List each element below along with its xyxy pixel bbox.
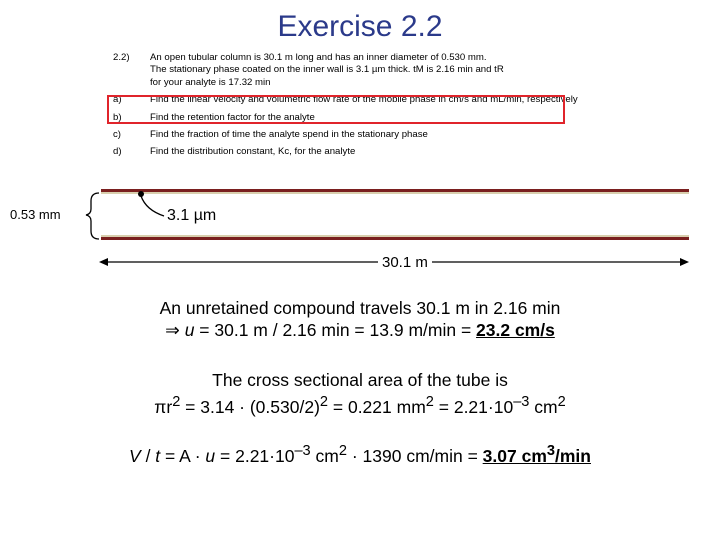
diameter-brace: [86, 193, 99, 239]
velocity-line-2: [0, 319, 720, 341]
velocity-calc: = 30.1 m / 2.16 min = 13.9 m/min =: [194, 320, 477, 340]
velocity-answer: 23.2 cm/s: [476, 320, 555, 340]
velocity-var: u: [184, 320, 195, 340]
flow-var-v: V: [129, 445, 141, 466]
intro-line-2: The stationary phase coated on the inner wall is 3.1 µm thick. tM is 2.16 min and tR: [150, 64, 504, 76]
area-solution: [0, 369, 720, 418]
flow-part-4: · 1390 cm/min =: [346, 445, 483, 466]
velocity-solution: [0, 297, 720, 341]
flow-answer: [482, 443, 591, 466]
part-d-text: Find the distribution constant, Kc, for the analyte: [150, 146, 356, 158]
problem-number: 2.2): [113, 52, 130, 63]
length-label: 30.1 m: [378, 254, 432, 271]
intro-line-1: An open tubular column is 30.1 m long and has an inner diameter of 0.530 mm.: [150, 52, 487, 63]
length-arrow-right-head: [680, 258, 689, 266]
tube-bottom-coating: [101, 235, 689, 237]
page-title: Exercise 2.2: [277, 10, 443, 43]
velocity-line-1: An unretained compound travels 30.1 m in 2.16 min: [159, 298, 561, 318]
tube-bottom-wall: [101, 237, 689, 240]
flow-part-3: cm: [310, 445, 339, 466]
tube-top-coating: [101, 192, 689, 194]
flow-answer-a: 3.07 cm: [482, 445, 547, 466]
area-pi-r: πr: [154, 396, 173, 417]
area-part-1: = 3.14 · (0.530/2): [180, 396, 320, 417]
flow-rate-solution: [0, 440, 720, 467]
part-a-text: Find the linear velocity and volumetric flow rate of the mobile phase in cm/s and mL/min, respectively: [150, 94, 578, 106]
flow-part-2: = 2.21·10: [215, 445, 295, 466]
exp-2a: 2: [172, 394, 181, 410]
area-intro: The cross sectional area of the tube is: [212, 370, 508, 390]
flow-var-u: u: [205, 445, 216, 466]
area-part-2: = 0.221 mm: [328, 396, 426, 417]
intro-line-3: for your analyte is 17.32 min: [150, 76, 271, 88]
part-d-label: d): [113, 146, 122, 158]
exp-2b: 2: [319, 394, 329, 410]
part-b-text: Find the retention factor for the analyte: [150, 111, 315, 123]
flow-slash: /: [140, 445, 156, 466]
exp-neg3a: –3: [513, 394, 530, 410]
film-thickness-label: 3.1 µm: [167, 207, 217, 224]
tube-top-wall: [101, 189, 689, 192]
flow-answer-exp: 3: [546, 443, 555, 459]
diameter-label: 0.53 mm: [10, 207, 61, 222]
exp-2c: 2: [425, 394, 434, 410]
implies-symbol: ⇒: [165, 320, 185, 340]
exp-neg3b: –3: [294, 443, 311, 459]
exp-2d: 2: [557, 394, 566, 410]
exp-2e: 2: [338, 443, 347, 459]
area-part-3: = 2.21·10: [433, 396, 514, 417]
length-arrow-left-head: [99, 258, 108, 266]
area-calc: [0, 391, 720, 418]
part-c-label: c): [113, 129, 121, 141]
flow-part-1: = A ·: [160, 445, 206, 466]
part-c-text: Find the fraction of time the analyte spend in the stationary phase: [150, 129, 428, 141]
part-b-label: b): [113, 111, 122, 123]
part-a-label: a): [113, 94, 122, 106]
flow-calc: [0, 440, 720, 467]
area-unit: cm: [529, 396, 558, 417]
flow-var-t: t: [155, 445, 161, 466]
flow-answer-b: /min: [555, 445, 591, 466]
film-pointer: [141, 196, 164, 216]
